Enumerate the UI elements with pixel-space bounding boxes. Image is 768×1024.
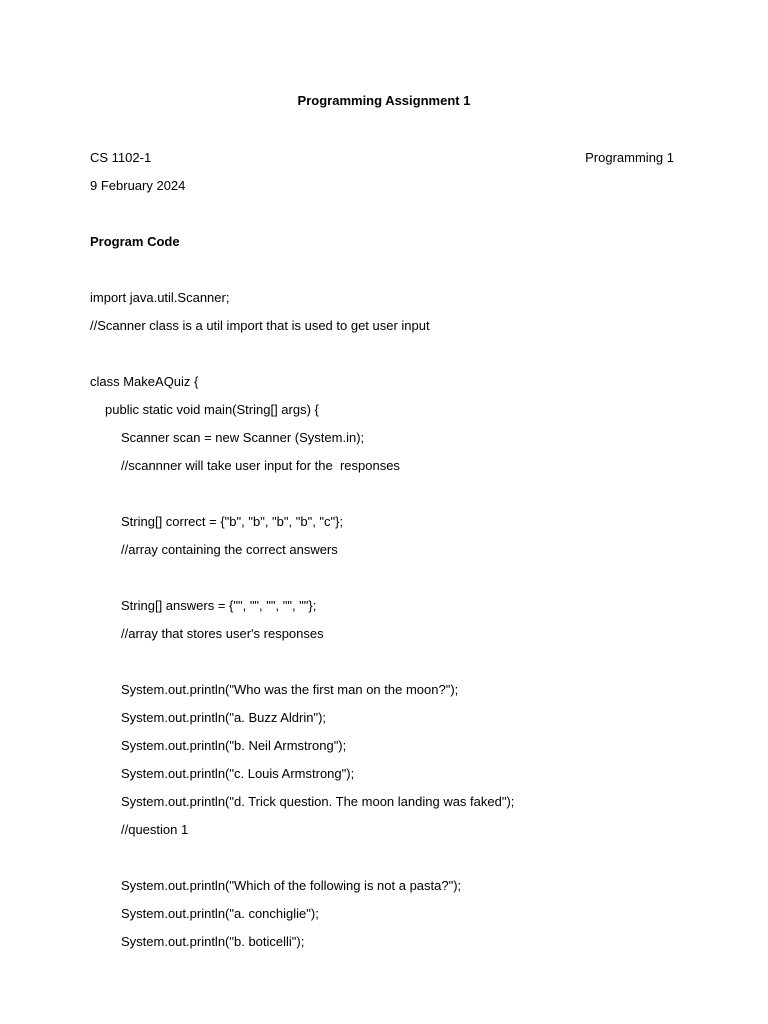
code-line: Scanner scan = new Scanner (System.in); — [121, 430, 365, 445]
section-heading: Program Code — [90, 234, 180, 249]
code-line: System.out.println("b. boticelli"); — [121, 934, 305, 949]
code-blank-line — [90, 485, 514, 513]
code-line: String[] correct = {"b", "b", "b", "b", "c"}; — [121, 514, 344, 529]
code-line: System.out.println("d. Trick question. The moon landing was faked"); — [121, 794, 515, 809]
document-date: 9 February 2024 — [90, 178, 186, 193]
course-code: CS 1102-1 — [90, 150, 152, 165]
code-line: System.out.println("Which of the following is not a pasta?"); — [121, 878, 462, 893]
code-line: class MakeAQuiz { — [90, 374, 199, 389]
code-blank-line — [90, 569, 514, 597]
code-line: //array that stores user's responses — [121, 626, 324, 641]
code-line: System.out.println("Who was the first man on the moon?"); — [121, 682, 459, 697]
code-line: System.out.println("c. Louis Armstrong"); — [121, 766, 355, 781]
document-title: Programming Assignment 1 — [297, 93, 471, 108]
code-line: System.out.println("a. Buzz Aldrin"); — [121, 710, 327, 725]
code-line: //scannner will take user input for the responses — [121, 458, 400, 473]
code-line: String[] answers = {"", "", "", "", ""}; — [121, 598, 317, 613]
code-line: //array containing the correct answers — [121, 542, 338, 557]
code-line: public static void main(String[] args) { — [105, 402, 319, 417]
code-blank-line — [90, 345, 514, 373]
code-block — [90, 289, 514, 961]
code-line: //Scanner class is a util import that is used to get user input — [90, 318, 430, 333]
code-line: System.out.println("a. conchiglie"); — [121, 906, 319, 921]
code-line: import java.util.Scanner; — [90, 290, 230, 305]
running-header: Programming 1 — [585, 150, 674, 165]
code-line: //question 1 — [121, 822, 189, 837]
code-line: System.out.println("b. Neil Armstrong"); — [121, 738, 347, 753]
code-blank-line — [90, 849, 514, 877]
code-blank-line — [90, 653, 514, 681]
